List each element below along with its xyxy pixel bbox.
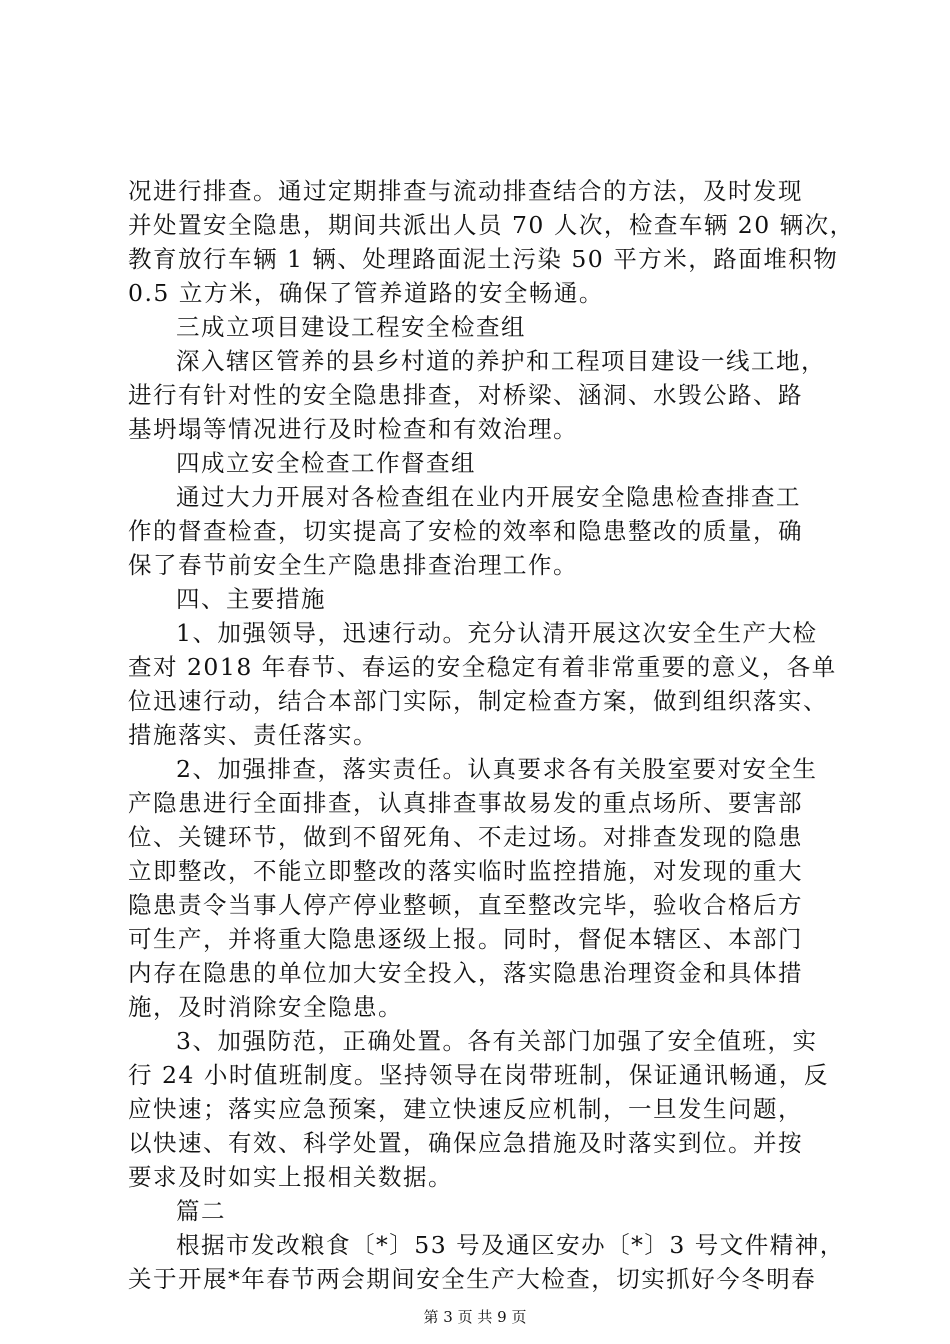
body-text-line: 深入辖区管养的县乡村道的养护和工程项目建设一线工地， (176, 347, 826, 375)
body-text-line: 位迅速行动，结合本部门实际，制定检查方案，做到组织落实、 (128, 687, 828, 715)
body-text-line: 内存在隐患的单位加大安全投入，落实隐患治理资金和具体措 (128, 959, 803, 987)
section-heading: 四成立安全检查工作督查组 (176, 449, 476, 477)
body-text-line: 基坍塌等情况进行及时检查和有效治理。 (128, 415, 578, 443)
body-text-line: 产隐患进行全面排查，认真排查事故易发的重点场所、要害部 (128, 789, 803, 817)
body-text-line: 保了春节前安全生产隐患排查治理工作。 (128, 551, 578, 579)
body-text-line: 根据市发改粮食〔*〕53 号及通区安办〔*〕3 号文件精神， (176, 1231, 845, 1259)
body-text-line: 施，及时消除安全隐患。 (128, 993, 403, 1021)
body-text-line: 3、加强防范，正确处置。各有关部门加强了安全值班，实 (176, 1027, 818, 1055)
body-text-line: 立即整改，不能立即整改的落实临时监控措施，对发现的重大 (128, 857, 803, 885)
body-text-line: 查对 2018 年春节、春运的安全稳定有着非常重要的意义，各单 (128, 653, 837, 681)
body-text-line: 行 24 小时值班制度。坚持领导在岗带班制，保证通讯畅通，反 (128, 1061, 829, 1089)
body-text-line: 措施落实、责任落实。 (128, 721, 378, 749)
body-text-line: 通过大力开展对各检查组在业内开展安全隐患检查排查工 (176, 483, 801, 511)
section-heading: 三成立项目建设工程安全检查组 (176, 313, 526, 341)
section-heading: 四、主要措施 (176, 585, 326, 613)
page-footer: 第 3 页 共 9 页 (423, 1308, 527, 1326)
body-text-line: 进行有针对性的安全隐患排查，对桥梁、涵洞、水毁公路、路 (128, 381, 803, 409)
body-text-line: 况进行排查。通过定期排查与流动排查结合的方法，及时发现 (128, 177, 803, 205)
body-text-line: 隐患责令当事人停产停业整顿，直至整改完毕，验收合格后方 (128, 891, 803, 919)
body-text-line: 0.5 立方米，确保了管养道路的安全畅通。 (128, 279, 604, 307)
body-text-line: 并处置安全隐患，期间共派出人员 70 人次，检查车辆 20 辆次， (128, 211, 855, 239)
body-text-line: 位、关键环节，做到不留死角、不走过场。对排查发现的隐患 (128, 823, 803, 851)
body-text-line: 2、加强排查，落实责任。认真要求各有关股室要对安全生 (176, 755, 818, 783)
body-text-line: 以快速、有效、科学处置，确保应急措施及时落实到位。并按 (128, 1129, 803, 1157)
body-text-line: 1、加强领导，迅速行动。充分认清开展这次安全生产大检 (176, 619, 818, 647)
body-text-line: 可生产，并将重大隐患逐级上报。同时，督促本辖区、本部门 (128, 925, 803, 953)
body-text-line: 应快速；落实应急预案，建立快速反应机制，一旦发生问题， (128, 1095, 803, 1123)
body-text-line: 关于开展*年春节两会期间安全生产大检查，切实抓好今冬明春 (128, 1265, 817, 1293)
body-text-line: 教育放行车辆 1 辆、处理路面泥土污染 50 平方米，路面堆积物 (128, 245, 839, 273)
section-heading: 篇二 (176, 1197, 226, 1225)
body-text-line: 要求及时如实上报相关数据。 (128, 1163, 453, 1191)
body-text-line: 作的督查检查，切实提高了安检的效率和隐患整改的质量，确 (128, 517, 803, 545)
